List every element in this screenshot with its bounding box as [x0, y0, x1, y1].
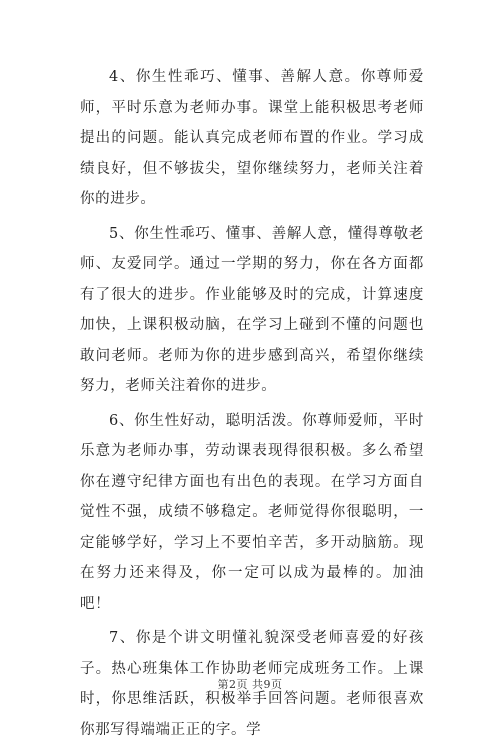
page-number-footer: 第2页 共9页	[217, 678, 283, 691]
paragraph-7: 7、你是个讲文明懂礼貌深受老师喜爱的好孩子。热心班集体工作协助老师完成班务工作。上课时，你思维活跃，积极举手回答问题。老师很喜欢你那写得端端正正的字。学	[80, 630, 424, 738]
paragraph-4: 4、你生性乖巧、懂事、善解人意。你尊师爱师，平时乐意为老师办事。课堂上能积极思考老师提出的问题。能认真完成老师布置的作业。学习成绩良好，但不够拔尖，望你继续努力，老师关注着你的进步。	[80, 69, 424, 207]
paragraph-5: 5、你生性乖巧、懂事、善解人意，懂得尊敬老师、友爱同学。通过一学期的努力，你在各方面都有了很大的进步。作业能够及时的完成，计算速度加快，上课积极动脑，在学习上碰到不懂的问题也敢问老师。老师为你的进步感到高兴，希望你继续努力，老师关注着你的进步。	[80, 225, 424, 394]
paragraph-6: 6、你生性好动，聪明活泼。你尊师爱师，平时乐意为老师办事，劳动课表现得很积极。多么希望你在遵守纪律方面也有出色的表现。在学习方面自觉性不强，成绩不够稳定。老师觉得你很聪明，一定能够学好，学习上不要怕辛苦，多开动脑筋。现在努力还来得及，你一定可以成为最棒的。加油吧！	[80, 412, 424, 612]
